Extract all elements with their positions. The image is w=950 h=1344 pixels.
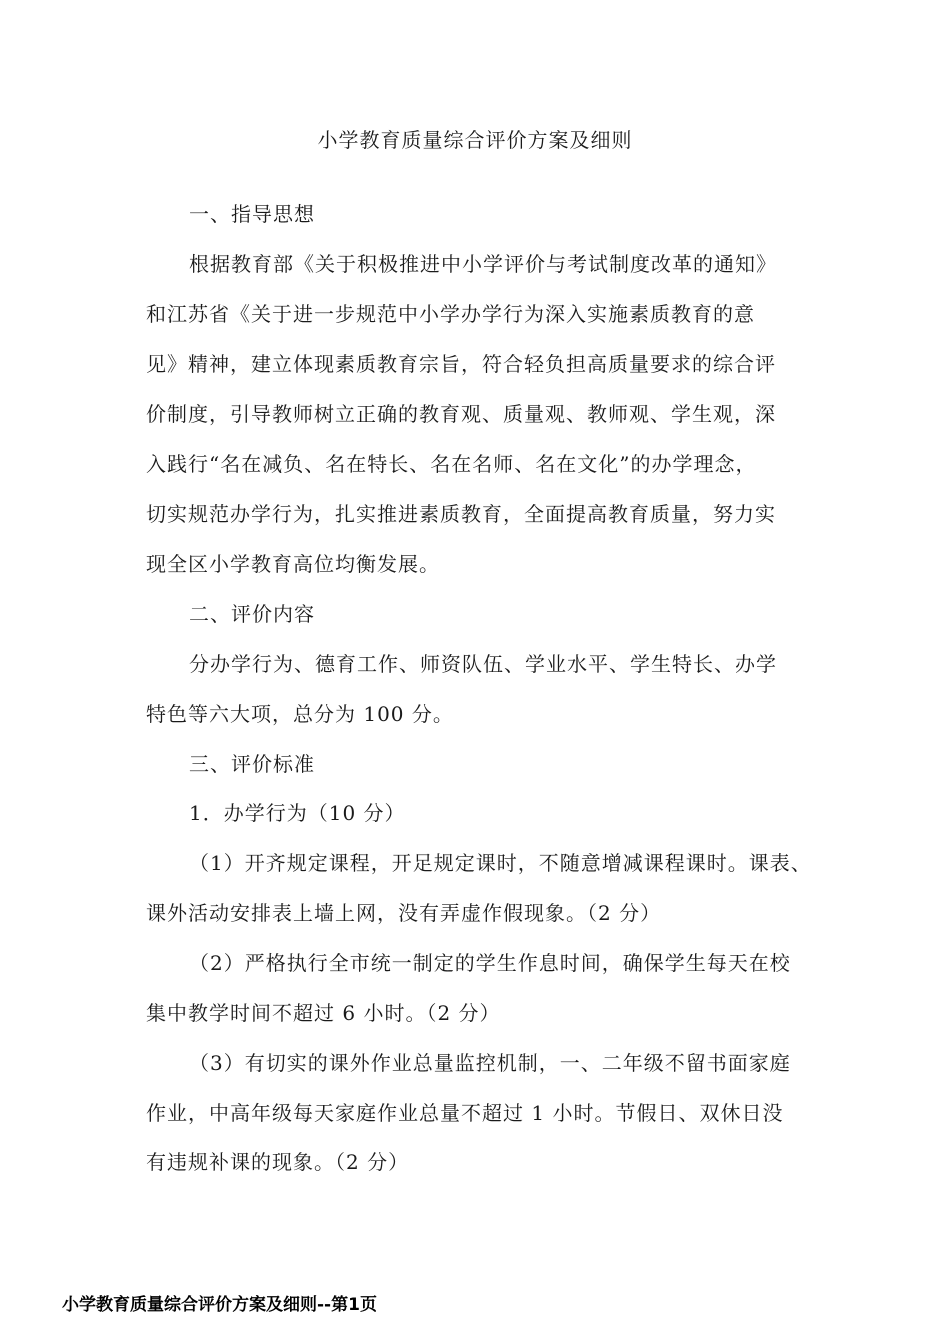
paragraph-line: 见》精神，建立体现素质教育宗旨，符合轻负担高质量要求的综合评: [146, 352, 776, 376]
paragraph-line: 入践行“名在减负、名在特长、名在名师、名在文化”的办学理念，: [146, 452, 757, 476]
item-line: 有违规补课的现象。（2 分）: [146, 1150, 410, 1174]
section-heading-evaluation-content: 二、评价内容: [189, 602, 315, 626]
item-line: 作业，中高年级每天家庭作业总量不超过 1 小时。节假日、双休日没: [146, 1101, 784, 1125]
item-line: （1）开齐规定课程，开足规定课时，不随意增减课程课时。课表、: [189, 851, 812, 875]
paragraph-line: 价制度，引导教师树立正确的教育观、质量观、教师观、学生观，深: [146, 402, 776, 426]
item-line: （3）有切实的课外作业总量监控机制，一、二年级不留书面家庭: [189, 1051, 791, 1075]
item-line: 集中教学时间不超过 6 小时。（2 分）: [146, 1001, 501, 1025]
page-title: 小学教育质量综合评价方案及细则: [317, 128, 633, 152]
page-footer: 小学教育质量综合评价方案及细则--第1页: [62, 1295, 377, 1315]
paragraph-line: 特色等六大项，总分为 100 分。: [146, 702, 454, 726]
section-heading-guiding-ideology: 一、指导思想: [189, 202, 315, 226]
item-line: （2）严格执行全市统一制定的学生作息时间，确保学生每天在校: [189, 951, 791, 975]
paragraph-line: 分办学行为、德育工作、师资队伍、学业水平、学生特长、办学: [189, 652, 777, 676]
paragraph-line: 根据教育部《关于积极推进中小学评价与考试制度改革的通知》: [189, 252, 777, 276]
item-line: 课外活动安排表上墙上网，没有弄虚作假现象。（2 分）: [146, 901, 662, 925]
paragraph-line: 切实规范办学行为，扎实推进素质教育，全面提高教育质量，努力实: [146, 502, 776, 526]
paragraph-line: 和江苏省《关于进一步规范中小学办学行为深入实施素质教育的意: [146, 302, 755, 326]
subsection-heading-school-behavior: 1．办学行为（10 分）: [189, 801, 406, 825]
section-heading-evaluation-standard: 三、评价标准: [189, 752, 315, 776]
paragraph-line: 现全区小学教育高位均衡发展。: [146, 552, 440, 576]
